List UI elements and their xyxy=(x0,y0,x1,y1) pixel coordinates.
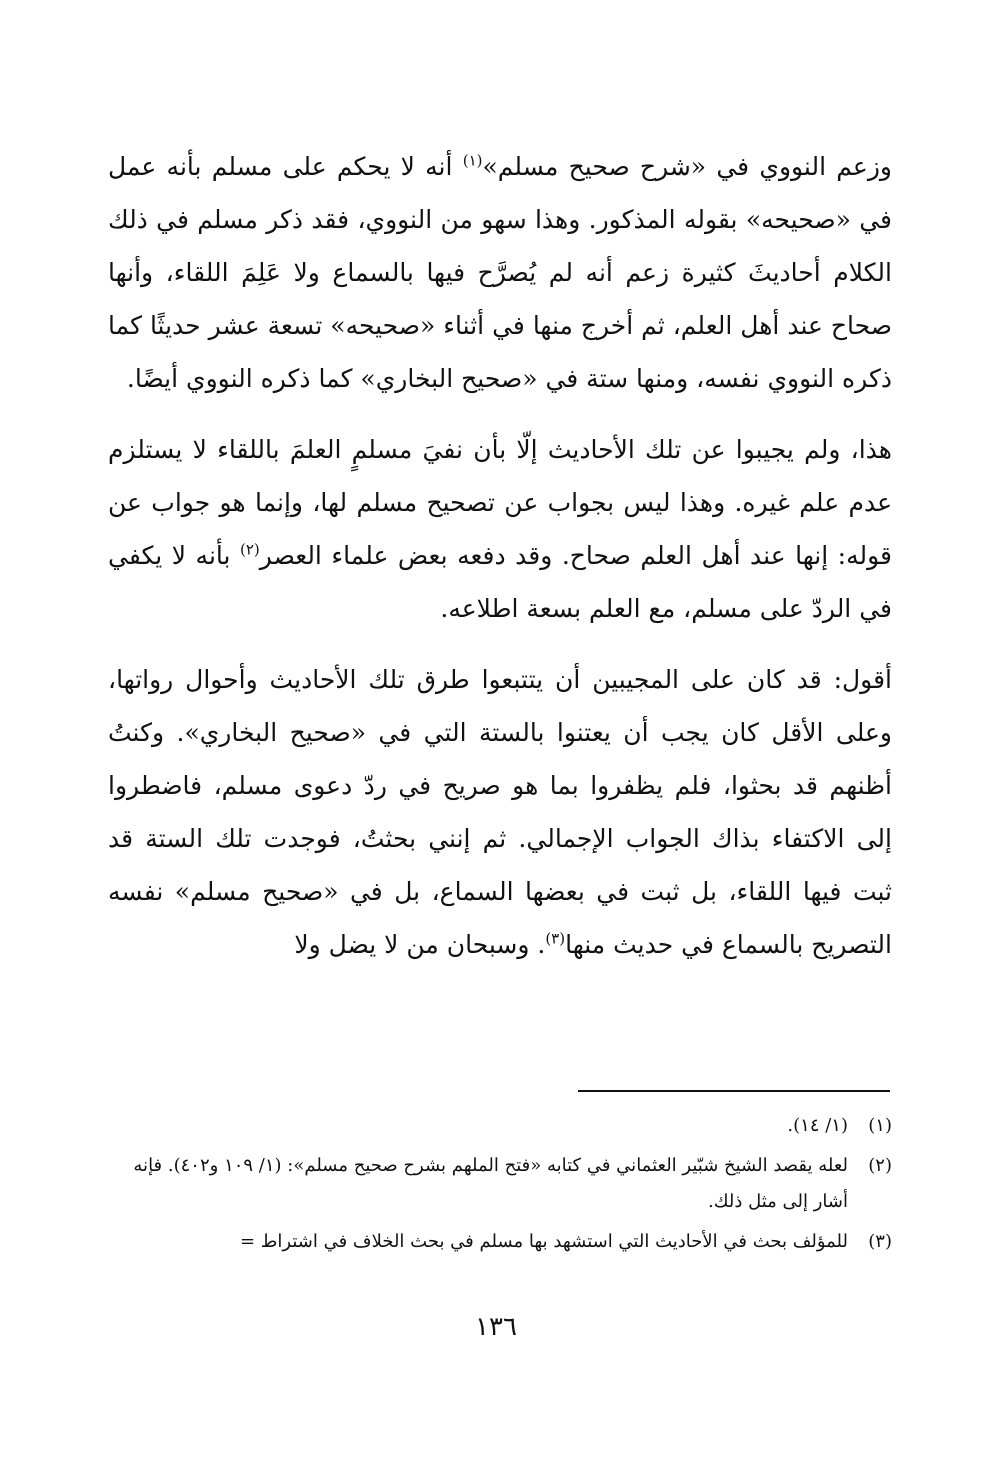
footnotes xyxy=(100,1108,892,1264)
paragraph-2 xyxy=(108,423,892,635)
paragraph-1-end: أنه لا يحكم على مسلم بأنه عمل في «صحيحه» بقوله المذكور. وهذا سهو من النووي، فقد ذكر مسلم في ذلك الكلام أحاديثَ كثيرة زعم أنه لم يُصرَّح فيها بالسماع ولا عَلِمَ اللقاء، وأنها صحاح عند أهل العلم، ثم أخرج منها في أثناء «صحيحه» تسعة عشر حديثًا كما ذكره النووي نفسه، ومنها ستة في «صحيح البخاري» كما ذكره النووي أيضًا. xyxy=(108,152,892,393)
footnote-3 xyxy=(100,1224,892,1260)
paragraph-2-end: بأنه لا يكفي في الردّ على مسلم، مع العلم بسعة اطلاعه. xyxy=(108,541,892,623)
footnote-number: (٣) xyxy=(868,1231,892,1252)
footnote-ref-3[interactable]: (٣) xyxy=(545,929,566,948)
footnote-text: للمؤلف بحث في الأحاديث التي استشهد بها مسلم في بحث الخلاف في اشتراط = xyxy=(239,1231,848,1252)
main-text xyxy=(108,140,892,971)
footnote-number: (٢) xyxy=(868,1155,892,1176)
paragraph-1 xyxy=(108,140,892,405)
footnote-text: لعله يقصد الشيخ شبّير العثماني في كتابه «فتح الملهم بشرح صحيح مسلم»: (١/ ١٠٩ و٤٠٢). فإنه أشار إلى مثل ذلك. xyxy=(133,1155,848,1212)
footnote-number: (١) xyxy=(868,1115,892,1136)
paragraph-2-start: هذا، ولم يجيبوا عن تلك الأحاديث إلّا بأن نفيَ مسلمٍ العلمَ باللقاء لا يستلزم عدم علم غيره. وهذا ليس بجواب عن تصحيح مسلم لها، وإنما هو جواب عن قوله: إنها عند أهل العلم صحاح. وقد دفعه بعض علماء العصر xyxy=(108,435,892,570)
footnote-text: (١/ ١٤). xyxy=(787,1115,848,1136)
paragraph-3-end: . وسبحان من لا يضل ولا xyxy=(294,930,546,959)
page-number: ١٣٦ xyxy=(475,1312,517,1342)
paragraph-3-start: أقول: قد كان على المجيبين أن يتتبعوا طرق تلك الأحاديث وأحوال رواتها، وعلى الأقل كان يجب أن يعتنوا بالستة التي في «صحيح البخاري». وكنتُ أظنهم قد بحثوا، فلم يظفروا بما هو صريح في ردّ دعوى مسلم، فاضطروا إلى الاكتفاء بذاك الجواب الإجمالي. ثم إنني بحثتُ، فوجدت تلك الستة قد ثبت فيها اللقاء، بل ثبت في بعضها السماع، بل في «صحيح مسلم» نفسه التصريح بالسماع في حديث منها xyxy=(108,665,892,959)
paragraph-1-start: وزعم النووي في «شرح صحيح مسلم» xyxy=(482,152,892,181)
footnote-2 xyxy=(100,1148,892,1220)
footnote-ref-2[interactable]: (٢) xyxy=(240,540,260,559)
footnote-1 xyxy=(100,1108,892,1144)
paragraph-3 xyxy=(108,653,892,971)
footnote-divider xyxy=(578,1090,890,1092)
footnote-ref-1[interactable]: (١) xyxy=(462,151,483,170)
